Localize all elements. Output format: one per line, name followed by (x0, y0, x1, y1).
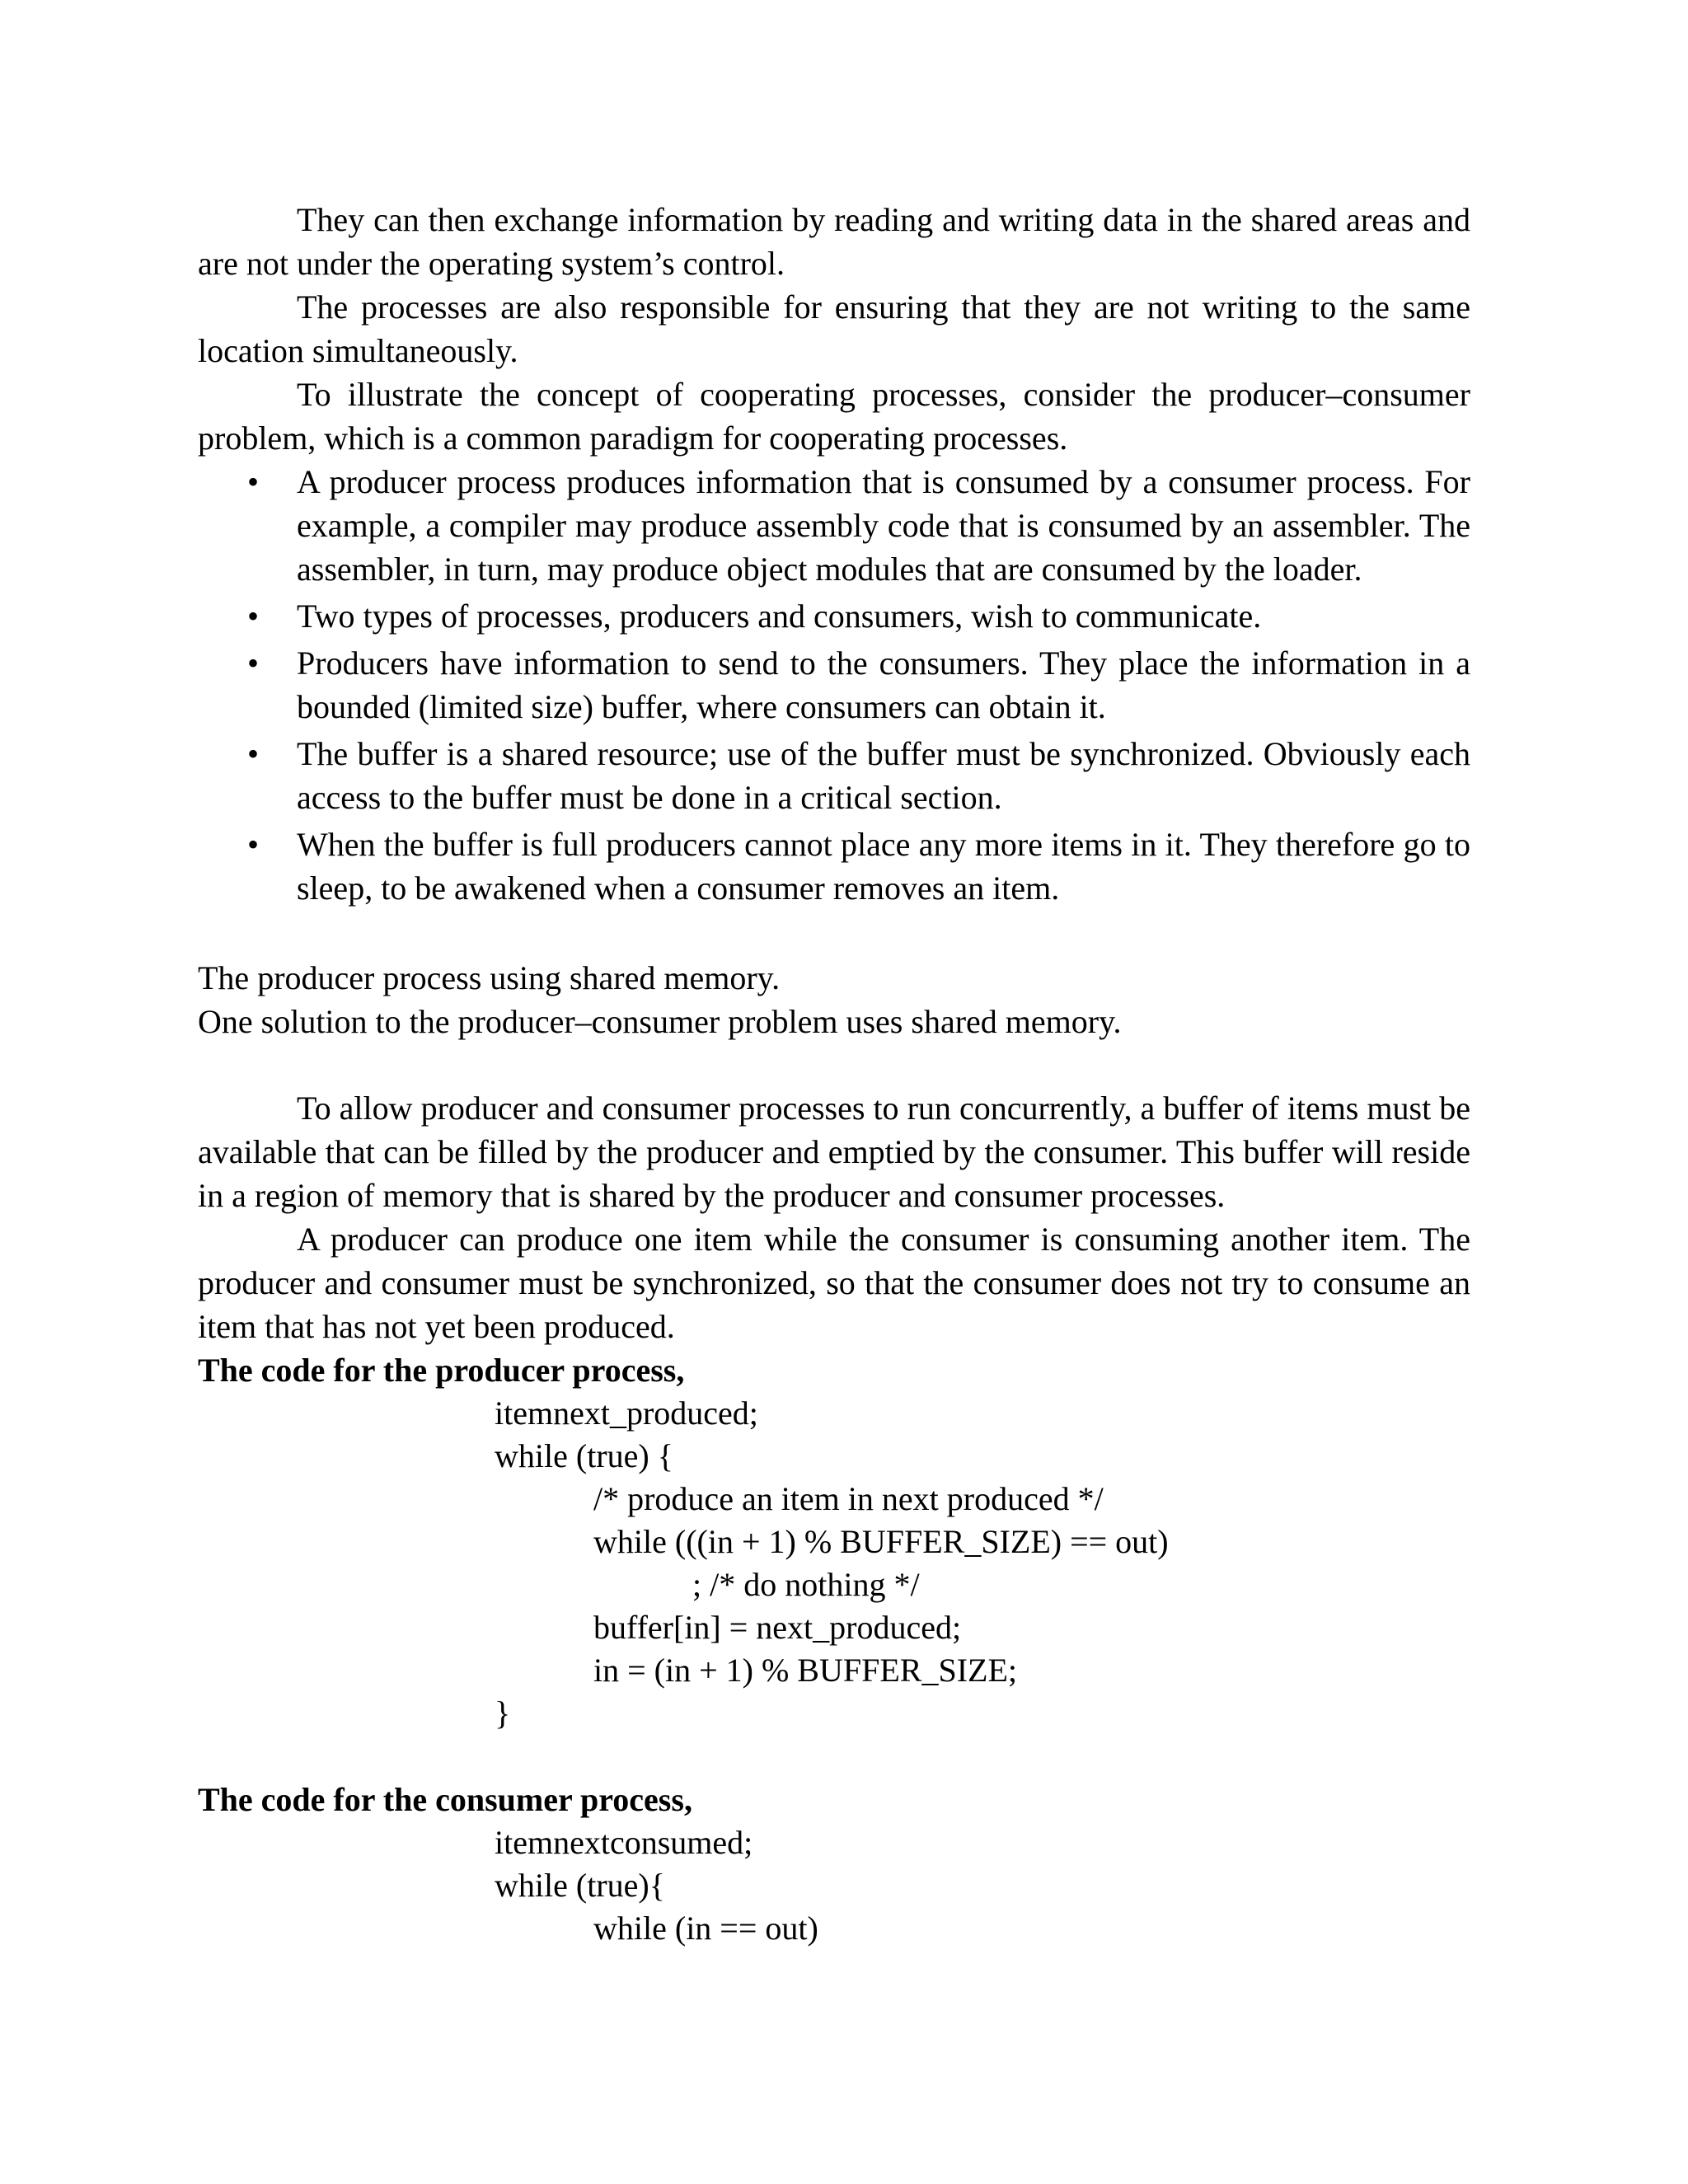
paragraph-synchronization: A producer can produce one item while the consumer is consuming another item. The producer and consumer must be synchronized, so that the consumer does not try to consume an item that has not yet been produced. (198, 1221, 1470, 1345)
code-line: itemnextconsumed; (495, 1824, 753, 1861)
producer-code-block (198, 1392, 1470, 1735)
bullet-icon: • (247, 826, 260, 863)
paragraph-responsibility: The processes are also responsible for ensuring that they are not writing to the same location simultaneously. (198, 288, 1470, 369)
code-line: /* produce an item in next produced */ (593, 1480, 1104, 1517)
paragraph-shared-areas: They can then exchange information by reading and writing data in the shared areas and are not under the operating system’s control. (198, 201, 1470, 282)
code-line: while (in == out) (593, 1910, 818, 1947)
spacer (198, 1735, 1470, 1778)
bullet-icon: • (247, 598, 260, 635)
bullet-icon: • (247, 644, 260, 682)
bullet-list (198, 460, 1470, 910)
shared-memory-line-1: The producer process using shared memory. (198, 959, 781, 996)
bullet-icon: • (247, 463, 260, 500)
bullet-item (198, 460, 1470, 591)
bullet-text: Two types of processes, producers and consumers, wish to communicate. (297, 598, 1262, 635)
bullet-item (198, 594, 1470, 638)
consumer-code-block (198, 1821, 1470, 1950)
spacer (198, 913, 1470, 956)
bullet-text: A producer process produces information that is consumed by a consumer process. For example, a compiler may produce assembly code that is consumed by an assembler. The assembler, in turn, may produce object modules that are consumed by the loader. (297, 463, 1470, 588)
consumer-code-heading: The code for the consumer process, (198, 1781, 692, 1818)
code-line: } (495, 1694, 511, 1732)
bullet-item (198, 823, 1470, 910)
paragraph-producer-consumer-intro: To illustrate the concept of cooperating processes, consider the producer–consumer problem, which is a common paradigm for cooperating processes. (198, 376, 1470, 457)
code-line: buffer[in] = next_produced; (593, 1609, 962, 1646)
document-content (198, 198, 1470, 1950)
bullet-item (198, 641, 1470, 729)
code-line: in = (in + 1) % BUFFER_SIZE; (593, 1652, 1018, 1689)
code-line: ; /* do nothing */ (692, 1566, 920, 1603)
producer-code-heading: The code for the producer process, (198, 1352, 685, 1389)
code-line: while (true){ (495, 1867, 665, 1904)
bullet-icon: • (247, 735, 260, 772)
paragraph-concurrency: To allow producer and consumer processes to run concurrently, a buffer of items must be available that can be filled by the producer and emptied by the consumer. This buffer will reside in a region of memory that is shared by the producer and consumer processes. (198, 1090, 1470, 1214)
bullet-item (198, 732, 1470, 819)
shared-memory-line-2: One solution to the producer–consumer problem uses shared memory. (198, 1003, 1122, 1040)
code-line: itemnext_produced; (495, 1394, 758, 1432)
code-line: while (((in + 1) % BUFFER_SIZE) == out) (593, 1523, 1169, 1560)
bullet-text: Producers have information to send to the consumers. They place the information in a bounded (limited size) buffer, where consumers can obtain it. (297, 644, 1470, 725)
bullet-text: The buffer is a shared resource; use of the buffer must be synchronized. Obviously each access to the buffer must be done in a critical section. (297, 735, 1470, 816)
spacer (198, 1043, 1470, 1086)
code-line: while (true) { (495, 1437, 673, 1474)
bullet-text: When the buffer is full producers cannot place any more items in it. They therefore go to sleep, to be awakened when a consumer removes an item. (297, 826, 1470, 907)
